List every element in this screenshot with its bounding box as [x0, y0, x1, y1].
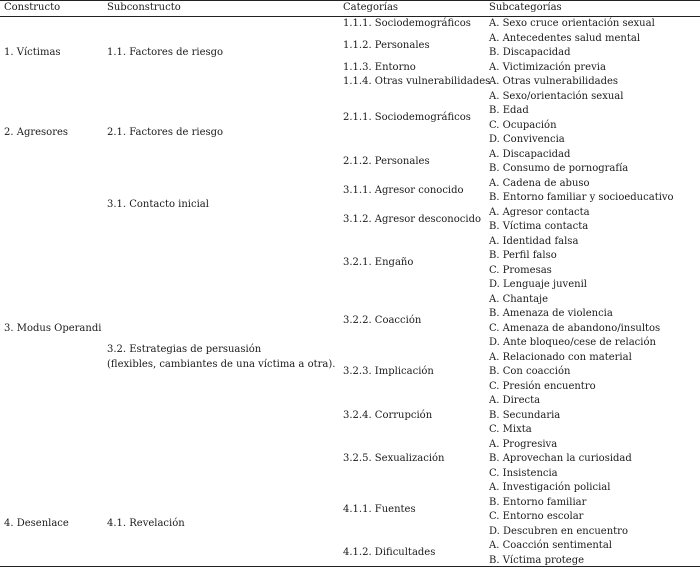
subcategoria-cell: C. Amenaza de abandono/insultos [489, 322, 661, 334]
subcategoria-cell: A. Sexo/orientación sexual [489, 90, 624, 102]
subcategoria-cell: B. Consumo de pornografía [489, 163, 629, 174]
categoria-cell: 3.2.4. Corrupción [343, 409, 433, 421]
constructo-cell: 1. Víctimas [4, 47, 61, 58]
constructo-cell: 4. Desenlace [4, 518, 69, 530]
subcategoria-cell: D. Ante bloqueo/cese de relación [489, 337, 656, 348]
categoria-cell: 4.1.2. Dificultades [343, 547, 436, 559]
subcategoria-cell: C. Presión encuentro [489, 380, 596, 392]
table-bottom-rule [0, 566, 700, 567]
subconstructo-title: 3.2. Estrategias de persuasión [107, 344, 262, 356]
subcategoria-cell: C. Promesas [489, 264, 552, 276]
categoria-cell: 1.1.2. Personales [343, 39, 430, 51]
subcategoria-cell: B. Entorno familiar [489, 496, 587, 508]
subconstructo-cell: 3.1. Contacto inicial [107, 199, 209, 211]
subcategoria-cell: C. Insistencia [489, 467, 558, 479]
table-row [0, 90, 700, 105]
subcategoria-cell: D. Lenguaje juvenil [489, 279, 587, 290]
subcategoria-cell: D. Descubren en encuentro [489, 525, 628, 537]
table-row [0, 481, 700, 496]
subcategoria-cell: D. Convivencia [489, 134, 565, 145]
constructo-cell: 2. Agresores [4, 126, 69, 138]
subcategoria-cell: C. Mixta [489, 424, 532, 435]
subcategoria-cell: A. Chantaje [489, 293, 549, 305]
categoria-cell: 3.2.3. Implicación [343, 366, 434, 377]
table-row [0, 17, 700, 32]
categoria-cell: 3.2.5. Sexualización [343, 453, 445, 464]
constructo-cell: 3. Modus Operandi [4, 322, 102, 334]
header-row [0, 1, 700, 17]
subcategoria-cell: A. Relacionado con material [489, 351, 632, 363]
subcategoria-cell: B. Perfil falso [489, 250, 557, 261]
subcategoria-cell: C. Entorno escolar [489, 511, 584, 522]
subcategoria-cell: A. Progresiva [489, 438, 558, 450]
table-row [0, 235, 700, 250]
subcategoria-cell: A. Victimización previa [489, 61, 606, 73]
subcategoria-cell: C. Ocupación [489, 119, 557, 131]
categoria-cell: 1.1.3. Entorno [343, 61, 416, 73]
subcategoria-cell: B. Discapacidad [489, 47, 571, 58]
subcategoria-cell: B. Con coacción [489, 366, 571, 377]
header-subcategorias: Subcategorías [485, 1, 700, 17]
subcategoria-cell: B. Aprovechan la curiosidad [489, 453, 632, 464]
header-subconstructo: Subconstructo [103, 1, 339, 17]
categoria-cell: 3.2.2. Coacción [343, 315, 422, 327]
categoria-cell: 3.2.1. Engaño [343, 257, 414, 269]
subconstructo-cell: 4.1. Revelación [107, 518, 185, 530]
subcategoria-cell: A. Cadena de abuso [489, 177, 590, 189]
subcategoria-cell: B. Víctima protege [489, 554, 585, 566]
categoria-cell: 2.1.2. Personales [343, 155, 430, 167]
categoria-cell: 2.1.1. Sociodemográficos [343, 112, 471, 124]
header-constructo: Constructo [0, 1, 103, 17]
subcategoria-cell: A. Investigación policial [489, 482, 611, 493]
table-row [0, 177, 700, 192]
categoria-cell: 1.1.4. Otras vulnerabilidades [343, 76, 491, 87]
subcategoria-cell: B. Víctima contacta [489, 221, 589, 232]
subcategoria-cell: A. Identidad falsa [489, 235, 579, 247]
subcategoria-cell: B. Entorno familiar y socioeducativo [489, 192, 674, 203]
subconstructo-note: (flexibles, cambiantes de una víctima a otra). [107, 358, 336, 370]
subcategoria-cell: B. Edad [489, 105, 529, 116]
subcategoria-cell: A. Agresor contacta [489, 206, 590, 218]
categoria-cell: 3.1.1. Agresor conocido [343, 184, 464, 196]
subconstructo-cell [103, 235, 339, 482]
subconstructo-cell: 2.1. Factores de riesgo [107, 126, 224, 138]
categoria-cell: 3.1.2. Agresor desconocido [343, 213, 481, 225]
categoria-cell: 4.1.1. Fuentes [343, 503, 416, 515]
subcategoria-cell: A. Otras vulnerabilidades [489, 76, 619, 87]
subcategoria-cell: A. Discapacidad [489, 148, 571, 160]
subcategoria-cell: B. Secundaria [489, 409, 561, 421]
subcategoria-cell: A. Antecedentes salud mental [489, 32, 641, 44]
subcategoria-cell: B. Amenaza de violencia [489, 308, 613, 319]
subcategoria-cell: A. Directa [489, 395, 541, 406]
subcategoria-cell: A. Coacción sentimental [489, 540, 612, 551]
categoria-cell: 1.1.1. Sociodemográficos [343, 18, 471, 29]
subconstructo-cell: 1.1. Factores de riesgo [107, 47, 224, 58]
subcategoria-cell: A. Sexo cruce orientación sexual [489, 18, 655, 29]
header-categorias: Categorías [339, 1, 485, 17]
